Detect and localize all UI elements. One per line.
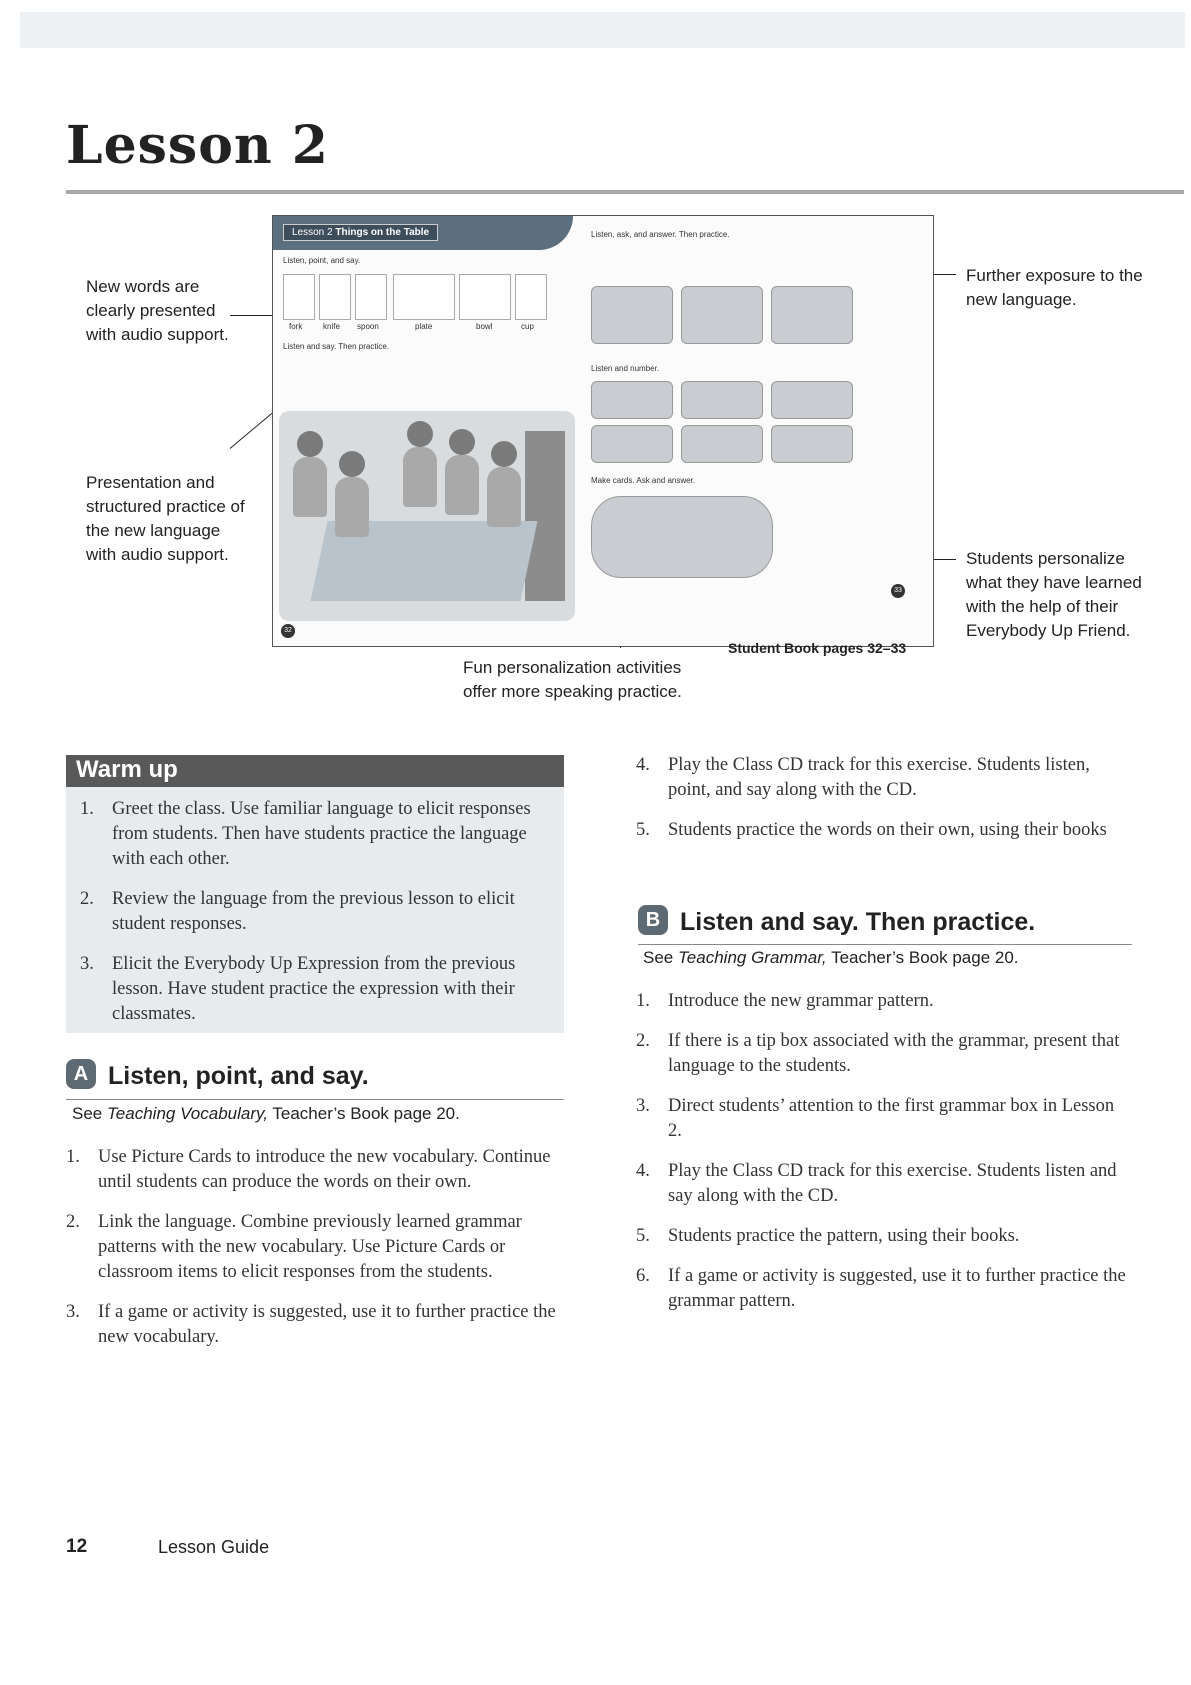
list-item	[636, 1159, 1132, 1209]
section-b-heading	[638, 908, 1035, 938]
book-item-card	[283, 274, 315, 320]
section-a-list	[66, 1145, 566, 1365]
list-text: Students practice the words on their own, using their books	[668, 820, 1107, 840]
section-b-list	[636, 989, 1132, 1329]
book-photo	[771, 381, 853, 419]
section-a-title: Listen, point, and say.	[108, 1062, 369, 1090]
book-item-label: spoon	[357, 322, 379, 331]
book-photo	[681, 381, 763, 419]
list-number: 5.	[636, 1226, 650, 1246]
list-text: If a game or activity is suggested, use it to further practice the grammar pattern.	[668, 1266, 1126, 1311]
book-photo	[591, 425, 673, 463]
character-body	[403, 447, 437, 507]
book-photo	[681, 286, 763, 344]
character-head	[449, 429, 475, 455]
book-instruction-d: Listen and number.	[591, 364, 660, 373]
list-text: If a game or activity is suggested, use it to further practice the new vocabulary.	[98, 1302, 556, 1347]
list-number: 1.	[636, 991, 650, 1011]
list-item	[66, 1210, 566, 1285]
book-item-card	[393, 274, 455, 320]
book-item-label: knife	[323, 322, 340, 331]
book-photo	[591, 286, 673, 344]
warm-up-title: Warm up	[76, 756, 178, 783]
page-title: Lesson 2	[66, 115, 329, 176]
list-item	[636, 753, 1132, 803]
list-number: 3.	[636, 1096, 650, 1116]
book-item-label: bowl	[476, 322, 493, 331]
book-item-card	[319, 274, 351, 320]
reference-title: Teaching Grammar,	[677, 948, 827, 967]
list-item	[636, 818, 1132, 843]
character-head	[491, 441, 517, 467]
section-a-badge: A	[66, 1059, 96, 1089]
list-number: 1.	[80, 799, 94, 819]
list-text: Direct students’ attention to the first grammar box in Lesson 2.	[668, 1096, 1115, 1141]
student-book-spread	[272, 215, 934, 647]
book-photo	[591, 381, 673, 419]
book-picnic-scene	[279, 411, 575, 621]
reference-suffix: Teacher’s Book page 20.	[826, 948, 1019, 967]
section-a-reference	[72, 1104, 460, 1124]
book-instruction-a: Listen, point, and say.	[283, 256, 361, 265]
book-item-card	[515, 274, 547, 320]
list-text: Use Picture Cards to introduce the new vocabulary. Continue until students can produce the words on their own.	[98, 1147, 551, 1192]
page-number: 12	[66, 1536, 88, 1557]
list-text: Students practice the pattern, using their books.	[668, 1226, 1020, 1246]
character-head	[297, 431, 323, 457]
book-page-number-left: 32	[281, 624, 295, 638]
list-number: 3.	[80, 954, 94, 974]
warm-up-list	[80, 797, 546, 1042]
callout-fun-personalization: Fun personalization activities offer more speaking practice.	[463, 658, 682, 701]
list-text: Link the language. Combine previously learned grammar patterns with the new vocabulary. Use Picture Cards or classroom items to elicit responses from the students.	[98, 1212, 522, 1282]
character-body	[445, 455, 479, 515]
book-instruction-c: Listen, ask, and answer. Then practice.	[591, 230, 730, 239]
book-instruction-e: Make cards. Ask and answer.	[591, 476, 696, 485]
section-b-reference	[643, 948, 1019, 968]
callout-presentation: Presentation and structured practice of the new language with audio support.	[86, 473, 245, 564]
callout-personalize: Students personalize what they have learned with the help of their Everybody Up Friend.	[966, 549, 1142, 640]
section-a-heading	[66, 1062, 369, 1092]
book-photo	[771, 286, 853, 344]
list-number: 2.	[80, 889, 94, 909]
list-number: 5.	[636, 820, 650, 840]
list-number: 2.	[636, 1031, 650, 1051]
list-number: 1.	[66, 1147, 80, 1167]
tree-shape	[525, 431, 565, 601]
reference-prefix: See	[643, 948, 678, 967]
character-body	[487, 467, 521, 527]
callout-new-words: New words are clearly presented with audio support.	[86, 277, 229, 344]
section-b-rule	[638, 944, 1132, 945]
section-b-title: Listen and say. Then practice.	[680, 908, 1036, 936]
list-item	[636, 1094, 1132, 1144]
list-number: 6.	[636, 1266, 650, 1286]
reference-prefix: See	[72, 1104, 107, 1123]
list-item	[80, 952, 546, 1027]
book-lesson-name: Things on the Table	[335, 227, 430, 238]
top-band	[20, 12, 1185, 48]
list-item	[80, 887, 546, 937]
warm-up-header	[66, 755, 564, 787]
list-text: If there is a tip box associated with the grammar, present that language to the students.	[668, 1031, 1120, 1076]
footer-label: Lesson Guide	[158, 1537, 270, 1557]
book-photo	[771, 425, 853, 463]
list-text: Greet the class. Use familiar language to elicit responses from students. Then have students practice the language with each other.	[112, 799, 531, 869]
book-instruction-b: Listen and say. Then practice.	[283, 342, 389, 351]
list-text: Play the Class CD track for this exercise. Students listen, point, and say along with the CD.	[668, 755, 1090, 800]
list-text: Play the Class CD track for this exercise. Students listen and say along with the CD.	[668, 1161, 1117, 1206]
character-head	[407, 421, 433, 447]
list-item	[636, 989, 1132, 1014]
book-pages-caption: Student Book pages 32–33	[728, 640, 907, 656]
list-text: Review the language from the previous lesson to elicit student responses.	[112, 889, 515, 934]
list-item	[66, 1145, 566, 1195]
list-number: 2.	[66, 1212, 80, 1232]
book-page-number-right: 33	[891, 584, 905, 598]
title-rule	[66, 190, 1184, 194]
list-text: Introduce the new grammar pattern.	[668, 991, 934, 1011]
reference-suffix: Teacher’s Book page 20.	[267, 1104, 460, 1123]
book-lesson-title	[283, 224, 438, 241]
section-a-rule	[66, 1099, 564, 1100]
list-item	[636, 1264, 1132, 1314]
list-item	[636, 1029, 1132, 1079]
book-photo	[681, 425, 763, 463]
book-item-label: plate	[415, 322, 433, 331]
book-lesson-label: Lesson 2	[292, 227, 333, 238]
character-body	[293, 457, 327, 517]
list-item	[636, 1224, 1132, 1249]
character-head	[339, 451, 365, 477]
book-item-label: fork	[289, 322, 303, 331]
reference-title: Teaching Vocabulary,	[106, 1104, 268, 1123]
character-body	[335, 477, 369, 537]
list-number: 4.	[636, 755, 650, 775]
right-column-list	[636, 753, 1132, 858]
book-item-card	[459, 274, 511, 320]
callout-further-exposure: Further exposure to the new language.	[966, 266, 1143, 309]
book-item-label: cup	[521, 322, 534, 331]
list-number: 3.	[66, 1302, 80, 1322]
book-cards-photo	[591, 496, 773, 578]
warm-up-box	[66, 755, 564, 1033]
book-item-card	[355, 274, 387, 320]
list-item	[80, 797, 546, 872]
list-item	[66, 1300, 566, 1350]
list-number: 4.	[636, 1161, 650, 1181]
section-b-badge: B	[638, 905, 668, 935]
list-text: Elicit the Everybody Up Expression from the previous lesson. Have student practice the expression with their classmates.	[112, 954, 516, 1024]
